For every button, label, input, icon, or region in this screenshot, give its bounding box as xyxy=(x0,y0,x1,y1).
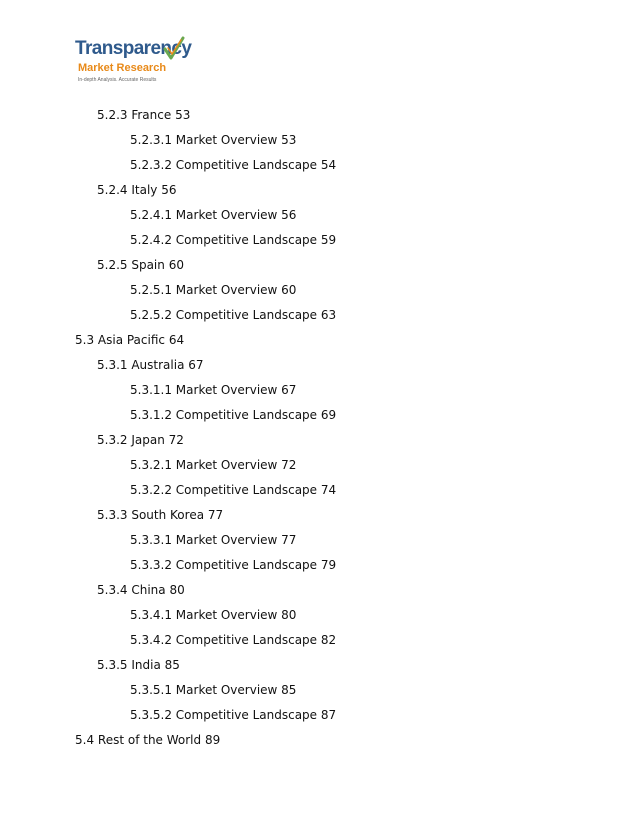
toc-entry: 5.3.3.2 Competitive Landscape 79 xyxy=(130,558,337,572)
toc-entry: 5.3.2 Japan 72 xyxy=(97,433,184,447)
toc-entry: 5.2.3.1 Market Overview 53 xyxy=(130,133,297,147)
toc-entry: 5.2.5.1 Market Overview 60 xyxy=(130,283,297,297)
toc-entry: 5.3.2.2 Competitive Landscape 74 xyxy=(130,483,337,497)
toc-entry: 5.2.3 France 53 xyxy=(97,108,191,122)
toc-entry: 5.3.4.2 Competitive Landscape 82 xyxy=(130,633,337,647)
toc-entry: 5.3.4 China 80 xyxy=(97,583,185,597)
toc-entry: 5.2.5 Spain 60 xyxy=(97,258,184,272)
toc-entry: 5.3.3 South Korea 77 xyxy=(97,508,224,522)
logo-subtitle: Market Research xyxy=(78,62,167,74)
toc-entry: 5.3.5.2 Competitive Landscape 87 xyxy=(130,708,337,722)
toc-entry: 5.2.4.1 Market Overview 56 xyxy=(130,208,297,222)
toc-entry: 5.2.3.2 Competitive Landscape 54 xyxy=(130,158,337,172)
checkmark-icon xyxy=(163,36,185,62)
toc-entry: 5.2.4 Italy 56 xyxy=(97,183,177,197)
logo-brand: Transparency xyxy=(75,38,192,59)
company-logo xyxy=(75,38,225,94)
toc-entry: 5.3.1 Australia 67 xyxy=(97,358,204,372)
toc-entry: 5.3.2.1 Market Overview 72 xyxy=(130,458,297,472)
toc-entry: 5.3.4.1 Market Overview 80 xyxy=(130,608,297,622)
toc-entry: 5.4 Rest of the World 89 xyxy=(75,733,221,747)
toc-entry: 5.3.1.1 Market Overview 67 xyxy=(130,383,297,397)
logo-tagline: In-depth Analysis. Accurate Results xyxy=(78,77,157,83)
toc-entry: 5.3.5 India 85 xyxy=(97,658,180,672)
toc-entry: 5.3 Asia Pacific 64 xyxy=(75,333,185,347)
toc-entry: 5.2.4.2 Competitive Landscape 59 xyxy=(130,233,337,247)
toc-entry: 5.3.3.1 Market Overview 77 xyxy=(130,533,297,547)
toc-entry: 5.3.5.1 Market Overview 85 xyxy=(130,683,297,697)
toc-entry: 5.2.5.2 Competitive Landscape 63 xyxy=(130,308,337,322)
toc-entry: 5.3.1.2 Competitive Landscape 69 xyxy=(130,408,337,422)
